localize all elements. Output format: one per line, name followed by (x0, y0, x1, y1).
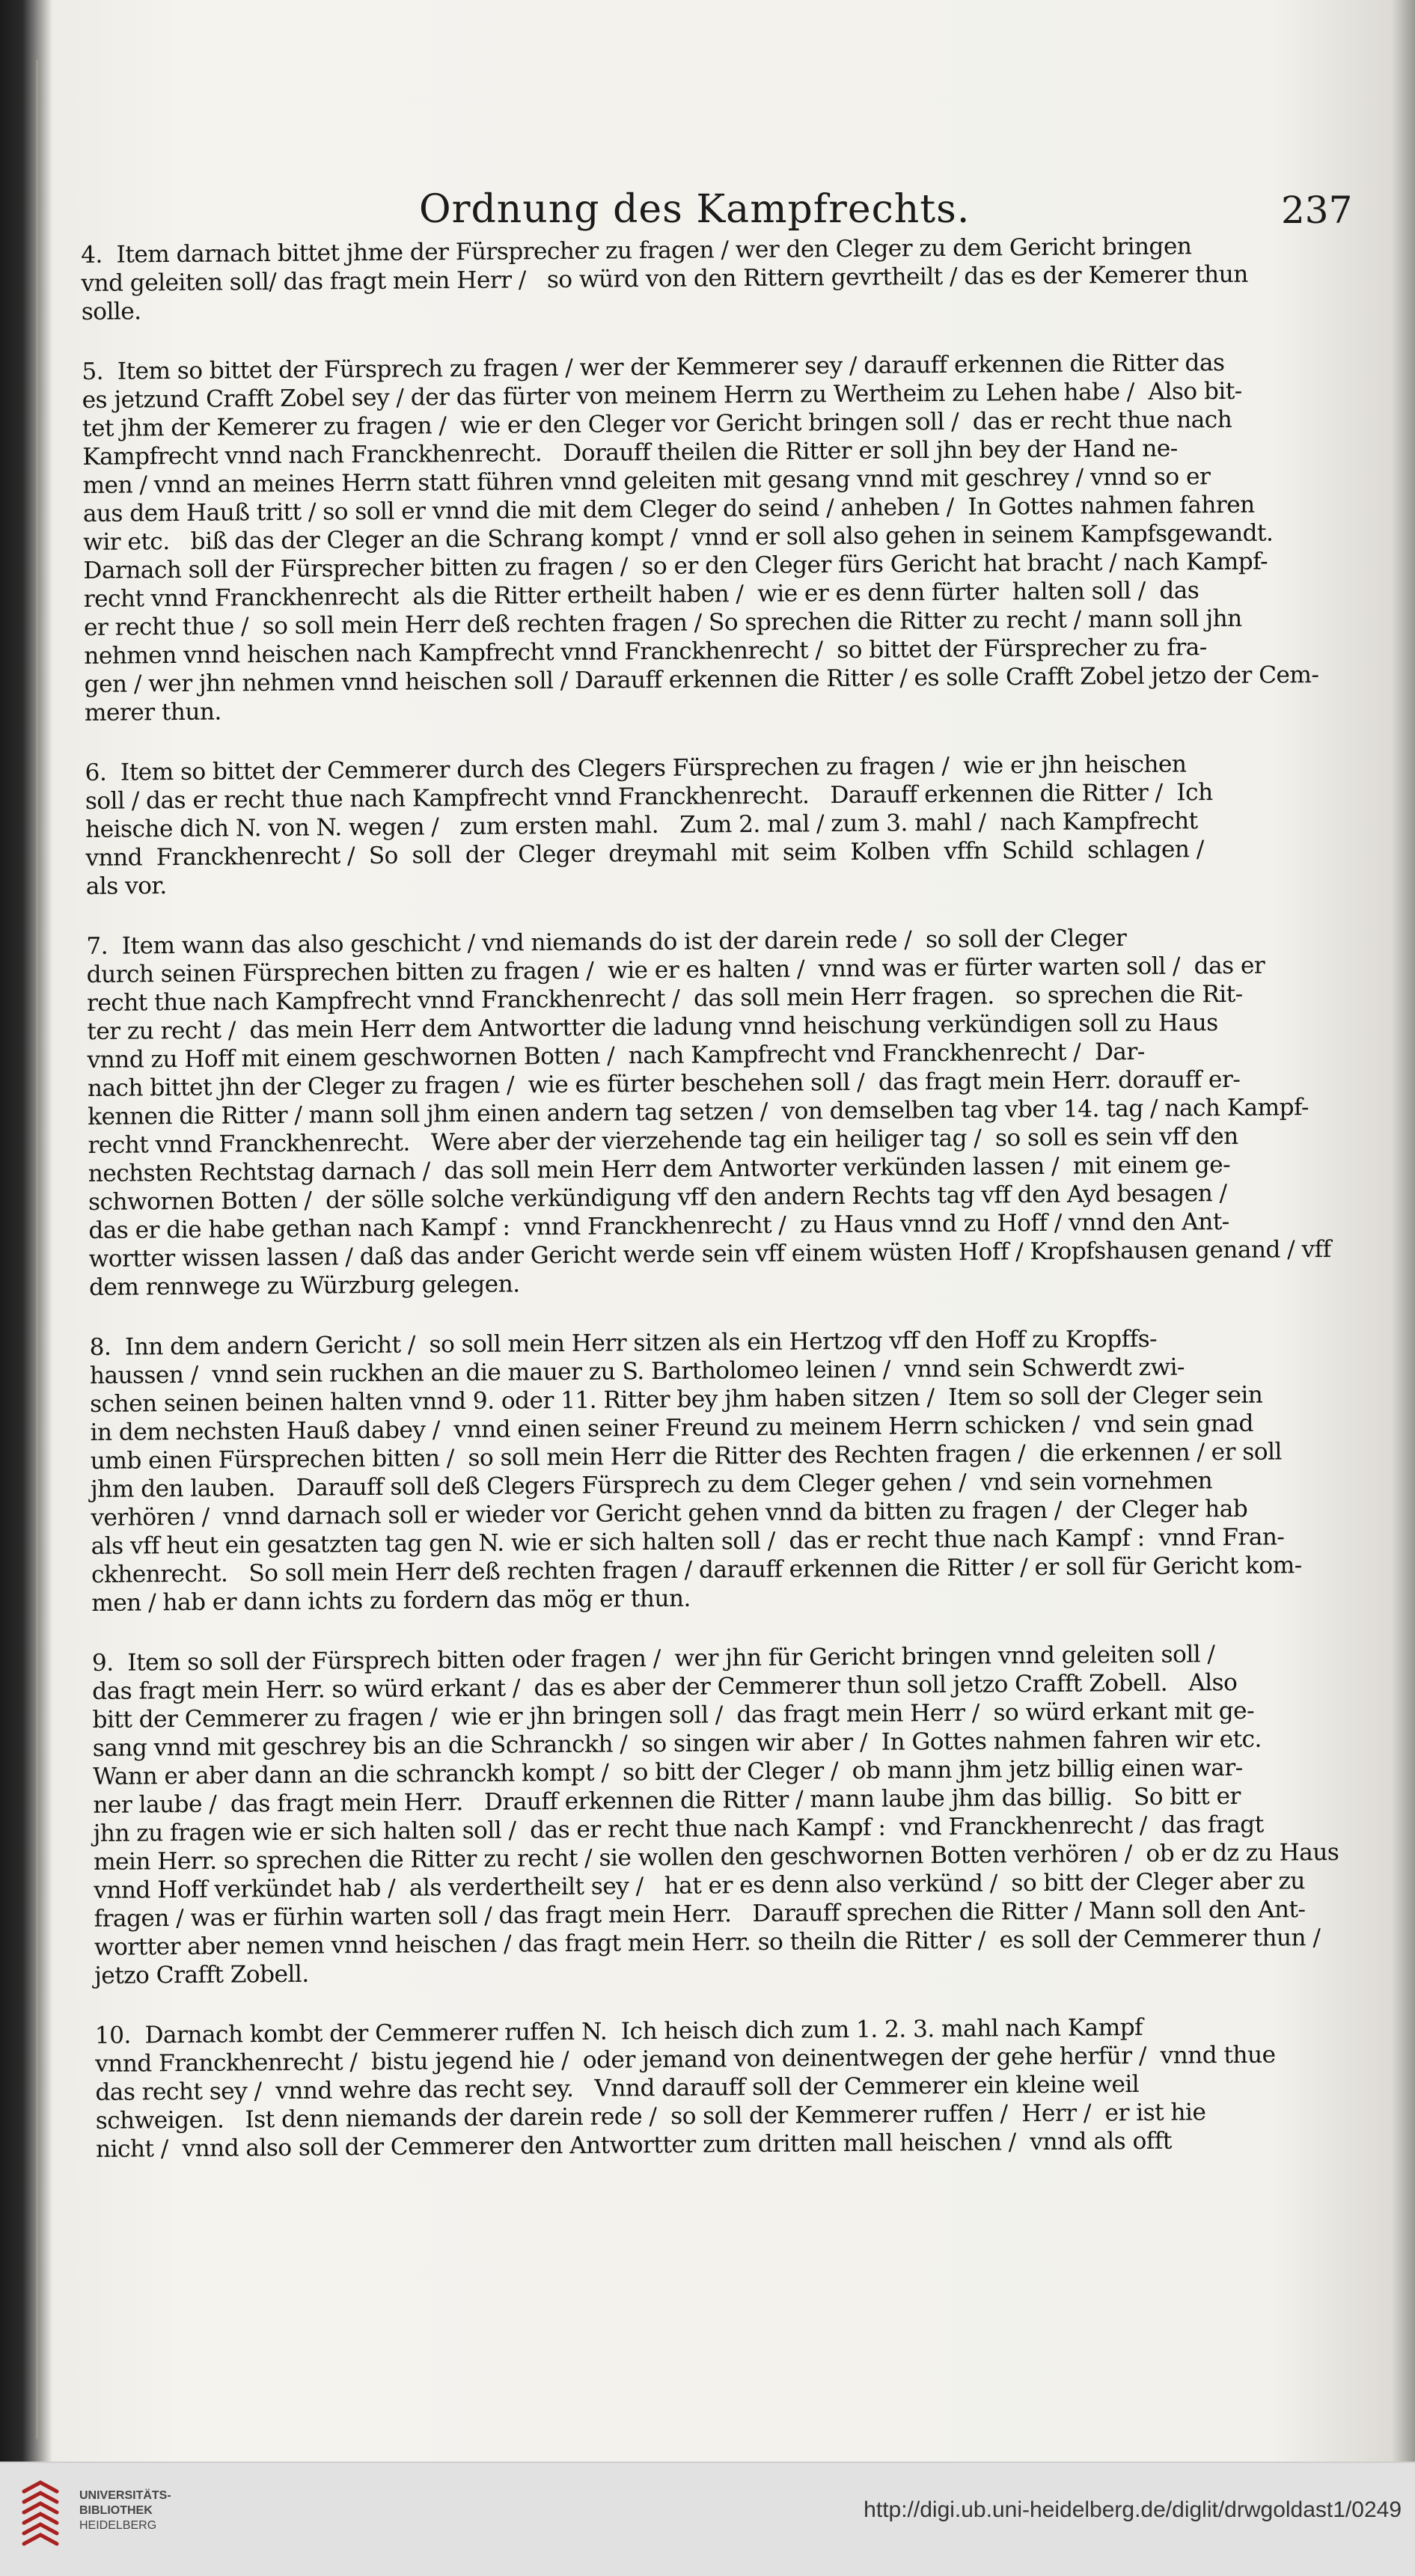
institution-name (79, 2488, 171, 2533)
ub-heidelberg-logo-icon (16, 2476, 64, 2551)
institution-line-2: BIBLIOTHEK (79, 2504, 153, 2517)
paragraph-8: 8. Inn dem andern Gericht / so soll mein Herr sitzen als ein Hertzog vff den Hoff zu Kropffs- haussen / vnnd sein ruckhen an die mauer zu S. Bartholomeo leinen / vnnd sein Schwerdt zwi- schen seinen beinen halten vnnd 9. oder 11. Ritter bey jhm haben sitzen / Item so soll der Cleger sein in dem nechsten Hauß dabey / vnnd einen seiner Freund zu meinem Herrn schicken / vnd sein gnad umb einen Fürsprechen bitten / so soll mein Herr die Ritter des Rechten fragen / die erkennen / er soll jhm den lauben. Darauff soll deß Clegers Fürsprech zu dem Cleger gehen / vnd sein vornehmen verhören / vnnd darnach soll er wieder vor Gericht gehen vnnd da bitten zu fragen / der Cleger hab als vff heut ein gesatzten tag gen N. wie er sich halten soll / das er recht thue nach Kampf : vnnd Fran- ckhenrecht. So soll mein Herr deß rechten fragen / darauff erkennen die Ritter / er soll für Gericht kom- men / hab er dann ichts zu fordern das mög er thun. (89, 1325, 1302, 1617)
paragraph-5: 5. Item so bittet der Fürsprech zu fragen / wer der Kemmerer sey / darauff erkennen die Ritter das es jetzund Crafft Zobel sey / der das fürter von meinem Herrn zu Wertheim zu Lehen habe / Also bit- tet jhm der Kemerer zu fragen / wie er den Cleger vor Gericht bringen soll / das er recht thue nach Kampfrecht vnnd nach Franckhenrecht. Dorauff theilen die Ritter er soll jhn bey der Hand ne- men / vnnd an meines Herrn statt führen vnnd geleiten mit gesang vnnd mit geschrey / vnnd so er aus dem Hauß tritt / so soll er vnnd die mit dem Cleger do seind / anheben / In Gottes nahmen fahren wir etc. biß das der Cleger an die Schrang kompt / vnnd er soll also gehen in seinem Kampfsgewandt. Darnach soll der Fürsprecher bitten zu fragen / so er den Cleger fürs Gericht hat bracht / nach Kampf- recht vnnd Franckhenrecht als die Ritter ertheilt haben / wie er es denn fürter halten soll / das er recht thue / so soll mein Herr deß rechten fragen / So sprechen die Ritter zu recht / mann soll jhn nehmen vnnd heischen nach Kampfrecht vnnd Franckhenrecht / so bittet der Fürsprecher zu fra- gen / wer jhn nehmen vnnd heischen soll / Darauff erkennen die Ritter / es solle Crafft Zobel jetzo der Cem- merer thun. (82, 349, 1319, 726)
paragraph-10: 10. Darnach kombt der Cemmerer ruffen N. Ich heisch dich zum 1. 2. 3. mahl nach Kampf vnnd Franckhenrecht / bistu jegend hie / oder jemand von deinentwegen der gehe herfür / vnnd thue das recht sey / vnnd wehre das recht sey. Vnnd darauff soll der Cemmerer ein kleine weil schweigen. Ist denn niemands der darein rede / so soll der Kemmerer ruffen / Herr / er ist hie nicht / vnnd also soll der Cemmerer den Antwortter zum dritten mall heischen / vnnd als offt (94, 2013, 1276, 2163)
body-text (81, 233, 1339, 2164)
institution-line-3: HEIDELBERG (79, 2519, 157, 2532)
page-number: 237 (1281, 189, 1353, 232)
paragraph-6: 6. Item so bittet der Cemmerer durch des Clegers Fürsprechen zu fragen / wie er jhn heischen soll / das er recht thue nach Kampfrecht vnnd Franckhenrecht. Darauff erkennen die Ritter / Ich heische dich N. von N. wegen / zum ersten mahl. Zum 2. mal / zum 3. mahl / nach Kampfrecht vnnd Franckhenrecht / So soll der Cleger dreymahl mit seim Kolben vffn Schild schlagen / als vor. (85, 750, 1213, 900)
paragraph-7: 7. Item wann das also geschicht / vnd niemands do ist der darein rede / so soll der Cleger durch seinen Fürsprechen bitten zu fragen / wie er es halten / vnnd was er fürter warten soll / das er recht thue nach Kampfrecht vnnd Franckhenrecht / das soll mein Herr fragen. so sprechen die Rit- ter zu recht / das mein Herr dem Antwortter die ladung vnnd heischung verkündigen soll zu Haus vnnd zu Hoff mit einem geschwornen Botten / nach Kampfrecht vnd Franckhenrecht / Dar- nach bittet jhn der Cleger zu fragen / wie es fürter beschehen soll / das fragt mein Herr. dorauff er- kennen die Ritter / mann soll jhm einen andern tag setzen / von demselben tag vber 14. tag / nach Kampf- recht vnnd Franckhenrecht. Were aber der vierzehende tag ein heiliger tag / so soll es sein vff den nechsten Rechtstag darnach / das soll mein Herr dem Antworter verkünden lassen / mit einem ge- schwornen Botten / der sölle solche verkündigung vff den andern Rechts tag vff den Ayd besagen / das er die habe gethan nach Kampf : vnnd Franckhenrecht / zu Haus vnnd zu Hoff / vnnd den Ant- wortter wissen lassen / daß das ander Gericht werde sein vff einem wüsten Hoff / Kropfshausen genand / vff dem rennwege zu Würzburg gelegen. (86, 925, 1331, 1301)
paragraph-4: 4. Item darnach bittet jhme der Fürsprecher zu fragen / wer den Cleger zu dem Gericht bringen vnd geleiten soll/ das fragt mein Herr / so würd von den Rittern gevrtheilt / das es der Kemerer thun solle. (81, 233, 1248, 325)
permalink-url[interactable]: http://digi.ub.uni-heidelberg.de/diglit/drwgoldast1/0249 (864, 2497, 1402, 2522)
page-gutter-edge (36, 60, 40, 2439)
running-head: Ordnung des Kampfrechts. (419, 187, 971, 232)
institution-line-1: UNIVERSITÄTS- (79, 2489, 171, 2502)
paragraph-9: 9. Item so soll der Fürsprech bitten oder fragen / wer jhn für Gericht bringen vnnd geleiten soll / das fragt mein Herr. so würd erkant / das es aber der Cemmerer thun soll jetzo Crafft Zobell. Also bitt der Cemmerer zu fragen / wie er jhn bringen soll / das fragt mein Herr / so würd erkant mit ge- sang vnnd mit geschrey bis an die Schranckh / so singen wir aber / In Gottes nahmen fahren wir etc. Wann er aber dann an die schranckh kompt / so bitt der Cleger / ob mann jhm jetz billig einen war- ner laube / das fragt mein Herr. Drauff erkennen die Ritter / mann laube jhm das billig. So bitt er jhn zu fragen wie er sich halten soll / das er recht thue nach Kampf : vnd Franckhenrecht / das fragt mein Herr. so sprechen die Ritter zu recht / sie wollen den geschwornen Botten verhören / ob er dz zu Haus vnnd Hoff verkündet hab / als verdertheilt sey / hat er es denn also verkünd / so bitt der Cleger aber zu fragen / was er fürhin warten soll / das fragt mein Herr. Darauff sprechen die Ritter / Mann soll den Ant- wortter aber nemen vnnd heischen / das fragt mein Herr. so theiln die Ritter / es soll der Cemmerer thun / jetzo Crafft Zobell. (91, 1641, 1339, 1989)
